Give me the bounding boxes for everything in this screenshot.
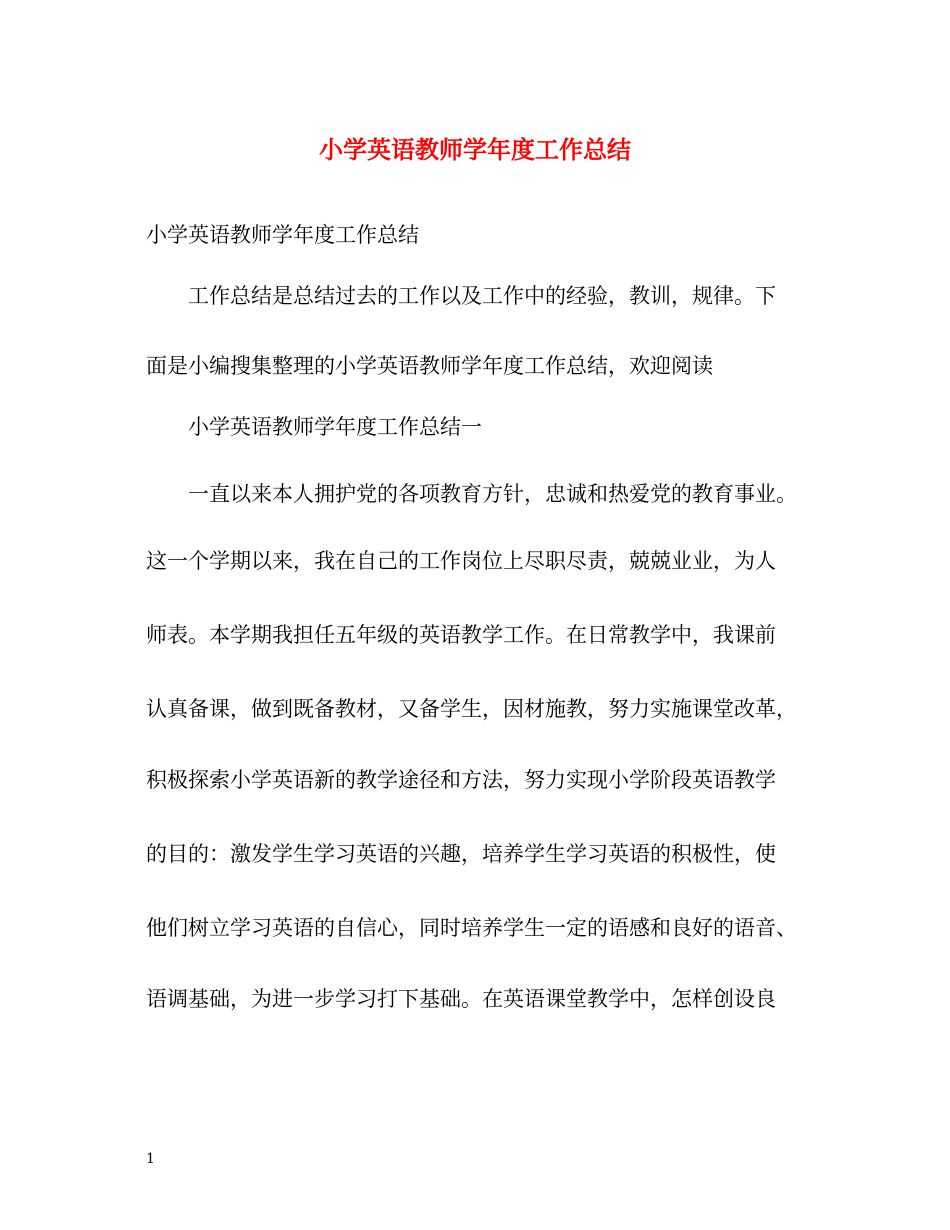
paragraph-line: 工作总结是总结过去的工作以及工作中的经验，教训，规律。下: [188, 284, 776, 308]
paragraph-line: 认真备课，做到既备教材，又备学生，因材施教，努力实施课堂改革，: [146, 697, 797, 721]
paragraph-line: 这一个学期以来，我在自己的工作岗位上尽职尽责，兢兢业业，为人: [146, 549, 776, 573]
subtitle-line: 小学英语教师学年度工作总结: [146, 223, 419, 247]
paragraph-line: 师表。本学期我担任五年级的英语教学工作。在日常教学中，我课前: [146, 623, 776, 647]
paragraph-line: 语调基础，为进一步学习打下基础。在英语课堂教学中，怎样创设良: [146, 987, 776, 1011]
document-title: 小学英语教师学年度工作总结: [319, 135, 631, 164]
paragraph-line: 他们树立学习英语的自信心，同时培养学生一定的语感和良好的语音、: [146, 916, 797, 940]
paragraph-line: 的目的：激发学生学习英语的兴趣，培养学生学习英语的积极性，使: [146, 842, 776, 866]
page-number: 1: [146, 1151, 155, 1167]
paragraph-line: 面是小编搜集整理的小学英语教师学年度工作总结，欢迎阅读: [146, 354, 713, 378]
paragraph-line: 积极探索小学英语新的教学途径和方法，努力实现小学阶段英语教学: [146, 768, 776, 792]
section-heading: 小学英语教师学年度工作总结一: [188, 415, 482, 439]
paragraph-line: 一直以来本人拥护党的各项教育方针，忠诚和热爱党的教育事业。: [188, 482, 797, 506]
